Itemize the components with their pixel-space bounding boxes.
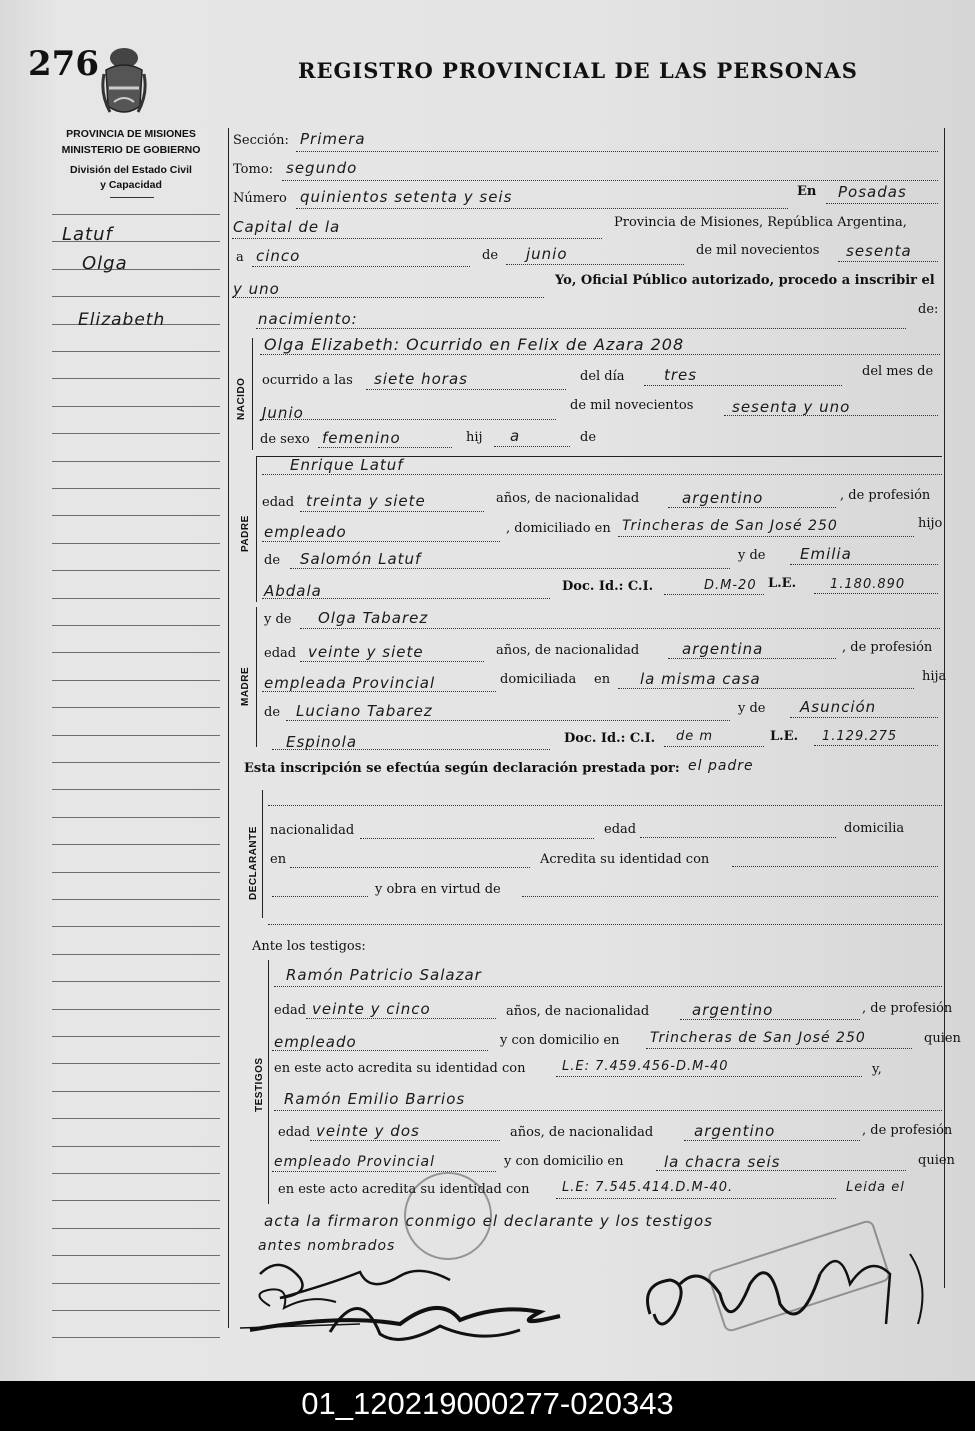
frame-left-border bbox=[228, 128, 229, 1328]
padre-edad-line bbox=[300, 511, 484, 512]
testigo1-quien-label: quien bbox=[924, 1031, 961, 1046]
padre-madre-de-2: Abdala bbox=[264, 582, 322, 600]
testigo1-nombre-line bbox=[274, 986, 942, 987]
fecha-anio-line bbox=[838, 261, 938, 262]
testigo2-prof-line bbox=[272, 1171, 496, 1172]
testigo1-edad-line bbox=[306, 1018, 496, 1019]
margin-rule-line bbox=[52, 981, 220, 982]
madre-nombre: Olga Tabarez bbox=[318, 609, 429, 627]
de-colon-label: de: bbox=[918, 302, 939, 317]
margin-rule-line bbox=[52, 817, 220, 818]
padre-bracket bbox=[256, 456, 257, 602]
declarante-domicilia-label: domicilia bbox=[844, 821, 905, 836]
declarante-virtud-line-a bbox=[272, 896, 368, 897]
margin-rule-line bbox=[52, 1063, 220, 1064]
yo-text: Yo, Oficial Público autorizado, procedo a inscribir el bbox=[555, 273, 935, 288]
declarante-acredita-label: Acredita su identidad con bbox=[540, 852, 710, 867]
margin-rule-line bbox=[52, 680, 220, 681]
nacido-mes: Junio bbox=[262, 404, 304, 422]
testigo1-nac-line bbox=[680, 1019, 860, 1020]
madre-nac-line bbox=[668, 658, 836, 659]
official-stamp-round bbox=[404, 1172, 492, 1260]
nacido-dia: tres bbox=[664, 366, 698, 384]
testigo1-prof: empleado bbox=[274, 1033, 357, 1051]
signature-left-icon bbox=[240, 1254, 570, 1364]
testigo2-doc: L.E: 7.545.414.D.M-40. bbox=[562, 1180, 734, 1195]
margin-rule-line bbox=[52, 1283, 220, 1284]
acto-value: nacimiento: bbox=[258, 310, 358, 328]
frame-right-border bbox=[944, 128, 945, 1288]
margin-rule-line bbox=[52, 1200, 220, 1201]
madre-doc-label: Doc. Id.: C.I. bbox=[564, 731, 656, 746]
nacido-side-label: NACIDO bbox=[236, 377, 247, 420]
madre-edad: veinte y siete bbox=[308, 643, 424, 661]
padre-nac-label: años, de nacionalidad bbox=[496, 491, 640, 506]
padre-prof-label: , de profesión bbox=[840, 488, 931, 503]
madre-madre-line bbox=[790, 717, 938, 718]
declaracion-label: Esta inscripción se efectúa según declaración prestada por: bbox=[244, 761, 680, 776]
tomo-value: segundo bbox=[286, 159, 358, 177]
margin-rule-line bbox=[52, 543, 220, 544]
padre-madre-de: Emilia bbox=[800, 545, 852, 563]
nacido-anio: sesenta y uno bbox=[732, 398, 851, 416]
seccion-value: Primera bbox=[300, 130, 366, 148]
margin-rule-line bbox=[52, 1009, 220, 1010]
madre-prof: empleada Provincial bbox=[264, 674, 436, 692]
padre-nombre-line bbox=[262, 474, 942, 475]
testigo2-dom-label: y con domicilio en bbox=[504, 1154, 624, 1169]
padre-doc-line bbox=[664, 594, 764, 595]
margin-rule-line bbox=[52, 1091, 220, 1092]
provincia-text: Provincia de Misiones, República Argentina, bbox=[614, 215, 907, 230]
madre-padre-de: Luciano Tabarez bbox=[296, 702, 433, 720]
anio2-line bbox=[232, 297, 544, 298]
testigos-bracket bbox=[268, 960, 269, 1204]
declarante-nacionalidad-label: nacionalidad bbox=[270, 823, 355, 838]
testigo1-edad: veinte y cinco bbox=[312, 1000, 431, 1018]
image-code-footer: 01_120219000277-020343 bbox=[0, 1381, 975, 1431]
declarante-en-line bbox=[290, 867, 530, 868]
testigo1-dom: Trincheras de San José 250 bbox=[650, 1030, 866, 1046]
fecha-dia: cinco bbox=[256, 247, 301, 265]
padre-yde-label: y de bbox=[738, 548, 766, 563]
testigo1-y-label: y, bbox=[872, 1062, 882, 1077]
testigo2-nac-label: años, de nacionalidad bbox=[510, 1125, 654, 1140]
nacido-hij: a bbox=[510, 427, 521, 445]
madre-dom-label: domiciliada bbox=[500, 672, 577, 687]
margin-rule-line bbox=[52, 269, 220, 270]
del-dia-label: del día bbox=[580, 369, 625, 384]
testigo1-edad-label: edad bbox=[274, 1003, 307, 1018]
margin-rule-line bbox=[52, 1228, 220, 1229]
declarante-extra-line bbox=[268, 924, 942, 925]
padre-nac: argentino bbox=[682, 489, 764, 507]
margin-rule-line bbox=[52, 735, 220, 736]
madre-doc-line bbox=[664, 746, 764, 747]
testigo2-nombre: Ramón Emilio Barrios bbox=[284, 1090, 466, 1108]
testigo1-acredita-label: en este acto acredita su identidad con bbox=[274, 1061, 526, 1076]
anio-line bbox=[724, 415, 938, 416]
seccion-line bbox=[296, 151, 938, 152]
madre-madre2-line bbox=[272, 749, 550, 750]
testigo1-doc: L.E: 7.459.456-D.M-40 bbox=[562, 1059, 729, 1074]
coat-of-arms-icon bbox=[100, 44, 148, 122]
declarante-nac-line bbox=[360, 838, 594, 839]
declarante-edad-line bbox=[640, 837, 836, 838]
nacido-mil-label: de mil novecientos bbox=[570, 398, 694, 413]
madre-edad-line bbox=[300, 661, 484, 662]
padre-padre-line bbox=[290, 568, 730, 569]
declarante-bracket bbox=[262, 790, 263, 918]
madre-nombre-line bbox=[300, 628, 940, 629]
margin-rule-line bbox=[52, 844, 220, 845]
capital-line bbox=[232, 238, 602, 239]
hij-line bbox=[494, 446, 570, 447]
madre-le: 1.129.275 bbox=[822, 729, 898, 744]
testigo1-prof-line bbox=[272, 1050, 488, 1051]
seccion-label: Sección: bbox=[233, 133, 289, 148]
margin-rule-line bbox=[52, 762, 220, 763]
cierre-leida: Leida el bbox=[846, 1180, 905, 1195]
madre-prof-line bbox=[262, 691, 496, 692]
padre-le-line bbox=[814, 593, 938, 594]
padre-le: 1.180.890 bbox=[830, 577, 906, 592]
margin-rule-line bbox=[52, 1310, 220, 1311]
margin-name-second: Elizabeth bbox=[78, 310, 166, 330]
testigo2-nac: argentino bbox=[694, 1122, 776, 1140]
page-title: REGISTRO PROVINCIAL DE LAS PERSONAS bbox=[298, 58, 858, 83]
padre-de-label: de bbox=[264, 553, 281, 568]
acto-line bbox=[256, 328, 906, 329]
testigo2-nombre-line bbox=[274, 1110, 942, 1111]
margin-rule-line bbox=[52, 789, 220, 790]
nacido-sexo: femenino bbox=[322, 429, 401, 447]
en-value: Posadas bbox=[838, 183, 907, 201]
testigo2-prof: empleado Provincial bbox=[274, 1154, 435, 1170]
margin-surname: Latuf bbox=[62, 224, 113, 245]
testigo2-nac-line bbox=[684, 1140, 860, 1141]
en-line bbox=[826, 203, 938, 204]
declarante-virtud-label: y obra en virtud de bbox=[375, 882, 501, 897]
tomo-line bbox=[282, 180, 938, 181]
padre-edad: treinta y siete bbox=[306, 492, 426, 510]
margin-rule-line bbox=[52, 433, 220, 434]
declarante-nombre-line bbox=[268, 805, 942, 806]
de-label: de bbox=[482, 248, 499, 263]
fecha-mes: junio bbox=[526, 245, 568, 263]
divider bbox=[110, 197, 154, 198]
padre-nac-line bbox=[668, 507, 836, 508]
padre-le-label: L.E. bbox=[768, 576, 797, 591]
madre-nac-label: años, de nacionalidad bbox=[496, 643, 640, 658]
margin-rule-line bbox=[52, 378, 220, 379]
testigo2-acredita-label: en este acto acredita su identidad con bbox=[278, 1182, 530, 1197]
madre-nac: argentina bbox=[682, 640, 764, 658]
madre-dom-line bbox=[618, 688, 914, 689]
margin-rule-line bbox=[52, 872, 220, 873]
madre-le-line bbox=[814, 745, 938, 746]
margin-rule-line bbox=[52, 515, 220, 516]
testigo1-doc-line bbox=[556, 1076, 862, 1077]
padre-padre-de: Salomón Latuf bbox=[300, 550, 422, 568]
margin-rule-line bbox=[52, 652, 220, 653]
testigo1-dom-label: y con domicilio en bbox=[500, 1033, 620, 1048]
padre-edad-label: edad bbox=[262, 495, 295, 510]
institution-province: PROVINCIA DE MISIONES bbox=[66, 128, 196, 140]
fecha-dia-line bbox=[252, 266, 470, 267]
declarante-virtud-line-b bbox=[522, 896, 938, 897]
nacido-hora: siete horas bbox=[374, 370, 468, 388]
signature-right-icon bbox=[630, 1244, 930, 1354]
testigos-side-label: TESTIGOS bbox=[254, 1057, 265, 1112]
cierre-acta: acta la firmaron conmigo el declarante y los testigos bbox=[264, 1212, 713, 1230]
padre-dom-line bbox=[618, 536, 914, 537]
numero-line bbox=[296, 208, 788, 209]
hij-label: hij bbox=[466, 430, 483, 445]
margin-rule-line bbox=[52, 570, 220, 571]
mes-label: del mes de bbox=[862, 364, 934, 379]
sexo-line bbox=[318, 447, 452, 448]
madre-side-label: MADRE bbox=[240, 666, 251, 706]
margin-rule-line bbox=[52, 926, 220, 927]
madre-prof-label: , de profesión bbox=[842, 640, 933, 655]
madre-madre-de: Asunción bbox=[800, 698, 877, 716]
testigo1-nac: argentino bbox=[692, 1001, 774, 1019]
page-number: 276 bbox=[28, 44, 99, 84]
margin-rule-line bbox=[52, 1146, 220, 1147]
padre-doc: D.M-20 bbox=[704, 578, 757, 593]
dia-line bbox=[644, 385, 842, 386]
testigo2-quien-label: quien bbox=[918, 1153, 955, 1168]
margin-rule-line bbox=[52, 1337, 220, 1338]
a-label: a bbox=[236, 250, 244, 265]
margin-rule-line bbox=[52, 488, 220, 489]
testigo1-nombre: Ramón Patricio Salazar bbox=[286, 966, 482, 984]
margin-rule-line bbox=[52, 1255, 220, 1256]
margin-rule-line bbox=[52, 214, 220, 215]
margin-rule-line bbox=[52, 899, 220, 900]
madre-hija-label: hija bbox=[922, 669, 947, 684]
madre-yde2-label: y de bbox=[738, 701, 766, 716]
nacido-nombre-line bbox=[260, 354, 940, 355]
testigo2-prof-label: , de profesión bbox=[862, 1123, 953, 1138]
institution-division: División del Estado Civil bbox=[70, 164, 192, 176]
margin-rule-line bbox=[52, 707, 220, 708]
nacido-de-label: de bbox=[580, 430, 597, 445]
madre-doc: de m bbox=[676, 729, 714, 744]
margin-rule-line bbox=[52, 1036, 220, 1037]
hora-line bbox=[366, 389, 566, 390]
fecha-mes-line bbox=[506, 264, 684, 265]
testigo2-edad-label: edad bbox=[278, 1125, 311, 1140]
declarante-side-label: DECLARANTE bbox=[248, 826, 259, 900]
cierre-nombrados: antes nombrados bbox=[258, 1238, 396, 1254]
padre-madre-line bbox=[790, 564, 938, 565]
margin-rule-line bbox=[52, 954, 220, 955]
fecha-anio-1: sesenta bbox=[846, 242, 912, 260]
en-label: En bbox=[797, 184, 817, 199]
margin-rule-line bbox=[52, 625, 220, 626]
ocurrido-label: ocurrido a las bbox=[262, 373, 353, 388]
testigo2-dom: la chacra seis bbox=[664, 1153, 781, 1171]
madre-en-label: en bbox=[594, 672, 611, 687]
padre-side-label: PADRE bbox=[240, 515, 251, 552]
numero-label: Número bbox=[233, 191, 287, 206]
margin-rule-line bbox=[52, 1118, 220, 1119]
madre-bracket bbox=[256, 607, 257, 747]
padre-dom-label: , domiciliado en bbox=[506, 521, 611, 536]
testigo2-edad: veinte y dos bbox=[316, 1122, 420, 1140]
testigos-ante-label: Ante los testigos: bbox=[252, 939, 366, 954]
tomo-label: Tomo: bbox=[233, 162, 274, 177]
madre-yde-label: y de bbox=[264, 612, 292, 627]
testigo2-doc-line bbox=[556, 1198, 836, 1199]
fecha-anio-2: y uno bbox=[233, 280, 280, 298]
margin-name-first: Olga bbox=[82, 253, 128, 274]
madre-edad-label: edad bbox=[264, 646, 297, 661]
testigo1-nac-label: años, de nacionalidad bbox=[506, 1004, 650, 1019]
nacido-bracket bbox=[252, 338, 253, 450]
margin-rule-line bbox=[52, 1173, 220, 1174]
institution-capacity: y Capacidad bbox=[100, 179, 162, 191]
mes-line bbox=[260, 419, 556, 420]
madre-le-label: L.E. bbox=[770, 729, 799, 744]
padre-prof-line bbox=[262, 541, 500, 542]
declarante-acredita-line bbox=[732, 866, 938, 867]
testigo2-dom-line bbox=[656, 1170, 906, 1171]
margin-rule-line bbox=[52, 406, 220, 407]
testigo1-dom-line bbox=[646, 1048, 912, 1049]
mil-label: de mil novecientos bbox=[696, 243, 820, 258]
numero-value: quinientos setenta y seis bbox=[300, 188, 513, 206]
padre-prof: empleado bbox=[264, 523, 347, 541]
padre-nombre: Enrique Latuf bbox=[290, 456, 404, 474]
madre-madre-de-2: Espinola bbox=[286, 733, 358, 751]
testigo1-prof-label: , de profesión bbox=[862, 1001, 953, 1016]
margin-rule-line bbox=[52, 296, 220, 297]
madre-dom: la misma casa bbox=[640, 670, 761, 688]
margin-rule-line bbox=[52, 598, 220, 599]
institution-ministry: MINISTERIO DE GOBIERNO bbox=[61, 144, 201, 156]
madre-padre-line bbox=[286, 720, 730, 721]
testigo2-edad-line bbox=[310, 1140, 500, 1141]
declarante-edad-label: edad bbox=[604, 822, 637, 837]
declaracion-valor: el padre bbox=[688, 758, 754, 774]
sexo-label: de sexo bbox=[260, 432, 310, 447]
padre-dom: Trincheras de San José 250 bbox=[622, 518, 838, 534]
margin-rule-line bbox=[52, 461, 220, 462]
padre-doc-label: Doc. Id.: C.I. bbox=[562, 579, 654, 594]
padre-hijo-label: hijo bbox=[918, 516, 943, 531]
nacido-nombre: Olga Elizabeth: Ocurrido en Felix de Azara 208 bbox=[264, 335, 685, 354]
margin-rule-line bbox=[52, 351, 220, 352]
madre-de-label: de bbox=[264, 705, 281, 720]
padre-madre2-line bbox=[262, 598, 550, 599]
declarante-en-label: en bbox=[270, 852, 287, 867]
capital-value: Capital de la bbox=[233, 218, 341, 236]
